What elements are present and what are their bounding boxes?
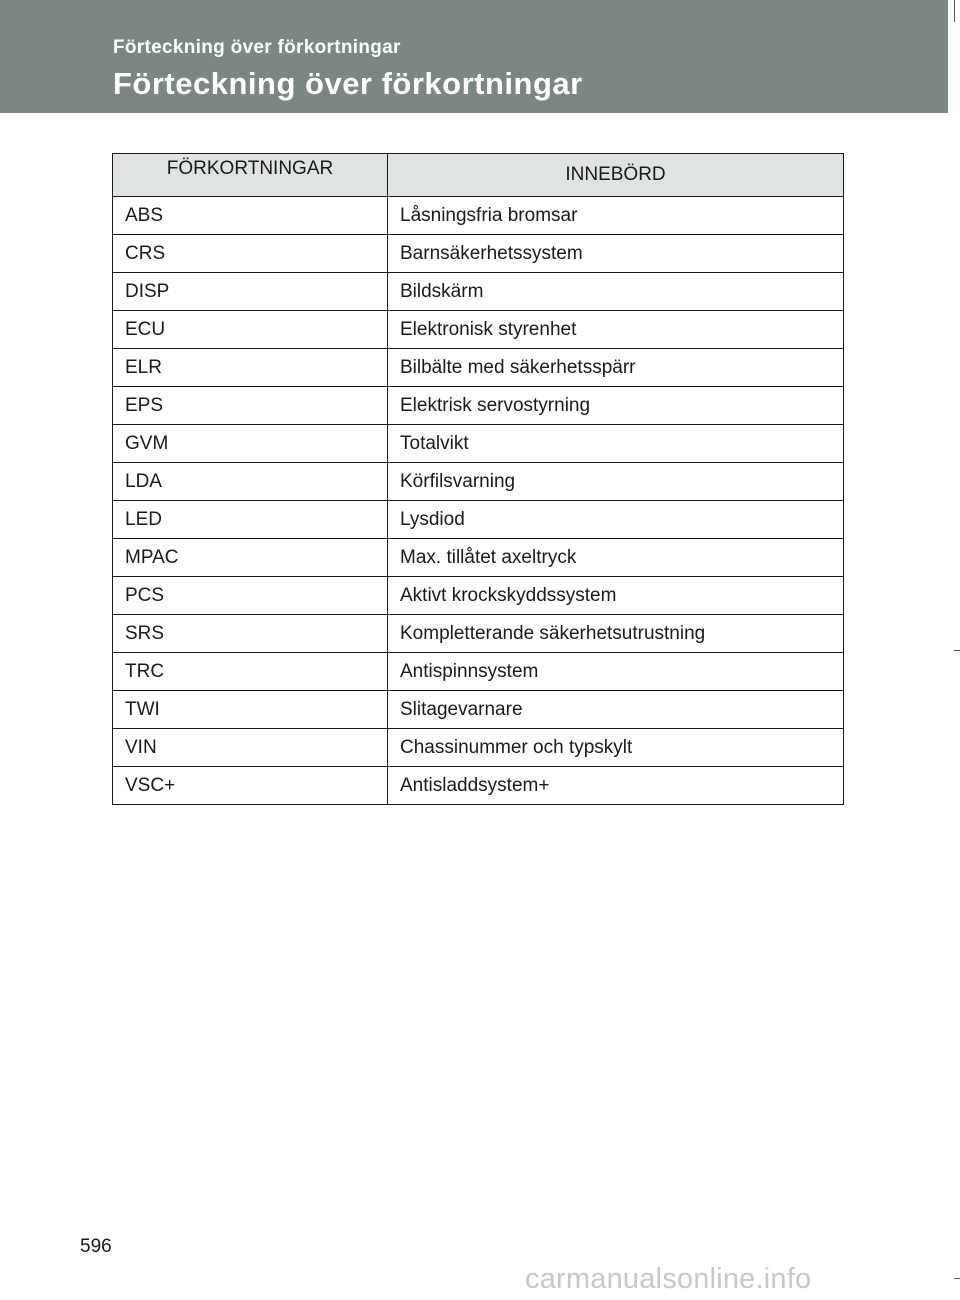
table-row [113, 463, 844, 501]
table-body [113, 197, 844, 805]
table-row [113, 387, 844, 425]
abbreviation-cell: GVM [113, 425, 388, 463]
table-row [113, 767, 844, 805]
abbreviation-cell: DISP [113, 273, 388, 311]
crop-mark [954, 650, 960, 651]
table-row [113, 273, 844, 311]
meaning-cell: Bilbälte med säkerhetsspärr [388, 349, 844, 387]
table-row [113, 691, 844, 729]
abbreviation-cell: VIN [113, 729, 388, 767]
abbreviation-cell: PCS [113, 577, 388, 615]
table-row [113, 577, 844, 615]
abbreviation-cell: CRS [113, 235, 388, 273]
abbreviation-cell: ABS [113, 197, 388, 235]
abbreviation-cell: EPS [113, 387, 388, 425]
abbreviation-cell: TWI [113, 691, 388, 729]
meaning-cell: Kompletterande säkerhetsutrustning [388, 615, 844, 653]
abbreviation-cell: TRC [113, 653, 388, 691]
table-row [113, 539, 844, 577]
section-label: Förteckning över förkortningar [113, 37, 401, 58]
meaning-cell: Aktivt krockskyddssystem [388, 577, 844, 615]
table-row [113, 349, 844, 387]
table-header-row [113, 154, 844, 197]
abbreviation-cell: ELR [113, 349, 388, 387]
column-header-abbreviation: FÖRKORTNINGAR [113, 154, 388, 197]
meaning-cell: Chassinummer och typskylt [388, 729, 844, 767]
table-row [113, 653, 844, 691]
table-row [113, 615, 844, 653]
watermark: carmanualsonline.info [525, 1263, 812, 1295]
meaning-cell: Elektrisk servostyrning [388, 387, 844, 425]
table-row [113, 197, 844, 235]
abbreviation-table [112, 153, 844, 805]
abbreviation-cell: LED [113, 501, 388, 539]
meaning-cell: Låsningsfria bromsar [388, 197, 844, 235]
column-header-meaning: INNEBÖRD [388, 154, 844, 197]
meaning-cell: Max. tillåtet axeltryck [388, 539, 844, 577]
meaning-cell: Totalvikt [388, 425, 844, 463]
meaning-cell: Bildskärm [388, 273, 844, 311]
meaning-cell: Slitagevarnare [388, 691, 844, 729]
abbreviation-cell: LDA [113, 463, 388, 501]
table-row [113, 311, 844, 349]
abbreviation-cell: MPAC [113, 539, 388, 577]
meaning-cell: Antisladdsystem+ [388, 767, 844, 805]
table-row [113, 501, 844, 539]
meaning-cell: Lysdiod [388, 501, 844, 539]
meaning-cell: Antispinnsystem [388, 653, 844, 691]
abbreviation-cell: ECU [113, 311, 388, 349]
meaning-cell: Körfilsvarning [388, 463, 844, 501]
page-title: Förteckning över förkortningar [113, 66, 583, 101]
table-row [113, 729, 844, 767]
page-number: 596 [80, 1236, 112, 1257]
meaning-cell: Barnsäkerhetssystem [388, 235, 844, 273]
abbreviation-cell: SRS [113, 615, 388, 653]
abbreviation-cell: VSC+ [113, 767, 388, 805]
table-row [113, 235, 844, 273]
crop-mark [954, 0, 955, 22]
crop-mark [954, 1278, 960, 1279]
meaning-cell: Elektronisk styrenhet [388, 311, 844, 349]
table-row [113, 425, 844, 463]
